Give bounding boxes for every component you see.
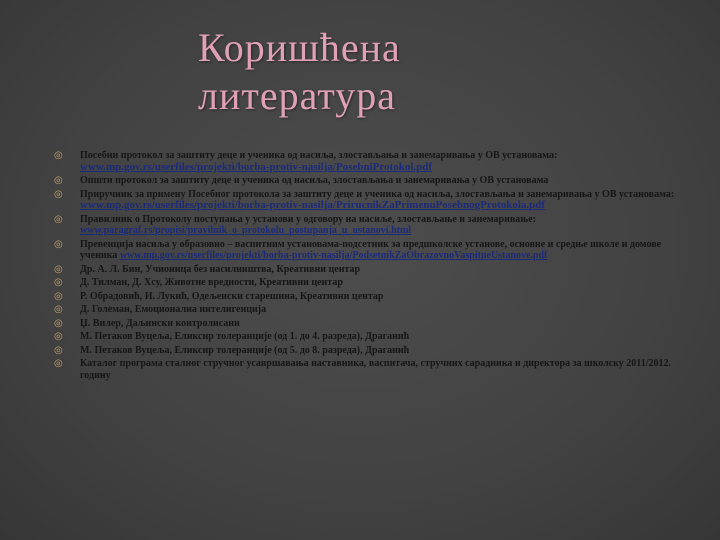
reference-text: М. Петаков Вуцеља, Еликсир толеранције (од 1. до 4. разреда), Драганић (80, 331, 410, 342)
title-line-1: Коришћена (198, 25, 401, 70)
reference-item (48, 175, 678, 187)
reference-text: Д. Големан, Емоционална интелигенција (80, 304, 267, 315)
reference-text: Каталог програма сталног стручног усавршавања наставника, васпитача, стручних сарадника и директора за школску 2011/2012. годину (80, 358, 671, 381)
bullet-icon: ◎ (54, 358, 63, 369)
bullet-icon: ◎ (54, 344, 63, 356)
reference-text: Превенција насиља у образовно – васпитним установама-подсетник за предшколске установе, основне и средње школе и домове ученика (80, 238, 662, 261)
bullet-icon: ◎ (54, 175, 63, 186)
slide-title (198, 24, 618, 120)
reference-item (48, 318, 678, 330)
reference-item (48, 331, 678, 343)
reference-text: Д. Тилман, Д. Хсу, Животне вредности, Креативни центар (80, 277, 343, 288)
bullet-icon: ◎ (54, 290, 63, 302)
bullet-icon: ◎ (54, 213, 63, 225)
reference-text: М. Петаков Вуцеља, Еликсир толеранције (од 5. до 8. разреда), Драганић (80, 344, 410, 356)
reference-link[interactable]: www.mp.gov.rs/userfiles/projekti/borba-protiv-nasilja/PodsetnikZaObrazovnoVaspitneUstanove.pdf (119, 250, 548, 261)
reference-link[interactable]: www.mp.gov.rs/userfiles/projekti/borba-protiv-nasilja/PosebniProtokol.pdf (80, 160, 433, 173)
bullet-icon: ◎ (54, 263, 63, 275)
bullet-icon: ◎ (54, 317, 63, 329)
reference-text: Др. А. Л. Бин, Учионица без насилништва, Креативни центар (80, 263, 361, 275)
bullet-icon: ◎ (54, 150, 63, 161)
bullet-icon: ◎ (54, 188, 63, 200)
reference-item (48, 345, 678, 357)
bullet-icon: ◎ (54, 238, 63, 250)
reference-item (48, 277, 678, 289)
reference-item (48, 150, 678, 173)
reference-text: Приручник за примену Посебног протокола за заштиту деце и ученика од насиља, злостављања и занемаривања у ОВ установама: (80, 188, 675, 200)
reference-text: Правилник о Протоколу поступања у установи у одговору на насиље, злостављање и занемаривање: (80, 213, 536, 225)
reference-item (48, 239, 678, 262)
title-line-2: литература (198, 73, 397, 118)
reference-text: Р. Обрадовић, И. Лукић, Одељенски старешина, Креативни центар (80, 290, 384, 302)
reference-list (48, 150, 678, 383)
reference-item (48, 264, 678, 276)
reference-item (48, 214, 678, 237)
bullet-icon: ◎ (54, 331, 63, 342)
reference-link[interactable]: www.mp.gov.rs/userfiles/projekti/borba-protiv-nasilja/PrirucnikZaPrimenuPosebnogProtokola.pdf (80, 199, 546, 211)
bullet-icon: ◎ (54, 277, 63, 288)
bullet-icon: ◎ (54, 304, 63, 315)
reference-item (48, 291, 678, 303)
reference-text: Посебни протокол за заштиту деце и ученика од насиља, злостављања и занемаривања у ОВ установама: (80, 150, 558, 161)
reference-link[interactable]: www.paragraf.rs/propisi/pravilnik_o_protokolu_postupanja_u_ustanovi.html (80, 225, 412, 236)
reference-item (48, 189, 678, 212)
reference-text: Општи протокол за заштиту деце и ученика од насиља, злостављања и занемаривања у ОВ установама (80, 175, 549, 186)
reference-text: Џ. Вилер, Даљински контролисани (80, 317, 240, 329)
reference-item (48, 358, 678, 381)
reference-item (48, 304, 678, 316)
